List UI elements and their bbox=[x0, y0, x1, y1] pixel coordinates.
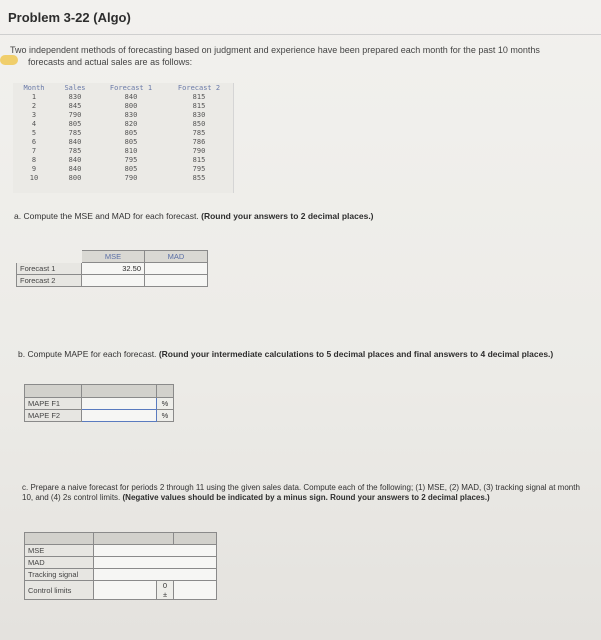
row-label-forecast-1: Forecast 1 bbox=[17, 263, 82, 275]
page-title: Problem 3-22 (Algo) bbox=[8, 10, 131, 25]
tracking-signal-input[interactable] bbox=[94, 569, 217, 581]
sales-cell: 845 bbox=[68, 101, 82, 110]
sales-cell: 790 bbox=[68, 110, 82, 119]
table-row bbox=[13, 164, 231, 173]
naive-mse-input[interactable] bbox=[94, 545, 217, 557]
forecast-1-cell: 800 bbox=[124, 101, 138, 110]
part-c-table bbox=[24, 532, 217, 600]
month-cell: 1 bbox=[31, 92, 37, 101]
month-cell: 5 bbox=[31, 128, 37, 137]
percent-symbol: % bbox=[157, 398, 174, 410]
table-row bbox=[13, 119, 231, 128]
sales-cell: 840 bbox=[68, 137, 82, 146]
table-row bbox=[13, 146, 231, 155]
forecast-1-cell: 805 bbox=[124, 128, 138, 137]
sales-cell: 800 bbox=[68, 173, 82, 182]
forecast-2-mse-input[interactable] bbox=[82, 275, 145, 287]
sales-cell: 805 bbox=[68, 119, 82, 128]
percent-symbol: % bbox=[157, 410, 174, 422]
header-mad: MAD bbox=[145, 251, 208, 263]
row-label-mad: MAD bbox=[25, 557, 94, 569]
forecast-2-cell: 786 bbox=[192, 137, 206, 146]
forecast-1-cell: 805 bbox=[124, 137, 138, 146]
forecast-2-cell: 795 bbox=[192, 164, 206, 173]
forecast-1-cell: 805 bbox=[124, 164, 138, 173]
forecast-2-cell: 830 bbox=[192, 110, 206, 119]
forecast-1-cell: 795 bbox=[124, 155, 138, 164]
intro-line-2: forecasts and actual sales are as follows: bbox=[28, 57, 193, 67]
month-cell: 3 bbox=[31, 110, 37, 119]
forecast-1-mse-input[interactable]: 32.50 bbox=[82, 263, 145, 275]
row-label-mse: MSE bbox=[25, 545, 94, 557]
forecast-1-cell: 810 bbox=[124, 146, 138, 155]
naive-mad-input[interactable] bbox=[94, 557, 217, 569]
month-cell: 4 bbox=[31, 119, 37, 128]
col-month: Month bbox=[23, 83, 45, 92]
part-b-prompt: b. Compute MAPE for each forecast. (Round your intermediate calculations to 5 decimal places and final answers to 4 decimal places.) bbox=[18, 349, 554, 359]
table-row bbox=[13, 110, 231, 119]
control-limits-input-1[interactable] bbox=[94, 581, 157, 600]
forecast-2-cell: 790 bbox=[192, 146, 206, 155]
forecast-2-cell: 855 bbox=[192, 173, 206, 182]
forecast-1-cell: 830 bbox=[124, 110, 138, 119]
sales-cell: 785 bbox=[68, 128, 82, 137]
sales-data-table bbox=[13, 83, 234, 193]
row-label-control-limits: Control limits bbox=[25, 581, 94, 600]
mape-f1-input[interactable] bbox=[82, 398, 157, 410]
mape-f2-input[interactable] bbox=[82, 410, 157, 422]
month-cell: 10 bbox=[29, 173, 39, 182]
forecast-1-cell: 790 bbox=[124, 173, 138, 182]
row-label-tracking-signal: Tracking signal bbox=[25, 569, 94, 581]
table-row bbox=[13, 101, 231, 110]
forecast-2-cell: 815 bbox=[192, 101, 206, 110]
month-cell: 9 bbox=[31, 164, 37, 173]
sales-cell: 785 bbox=[68, 146, 82, 155]
forecast-1-mad-input[interactable] bbox=[145, 263, 208, 275]
part-c-prompt: c. Prepare a naive forecast for periods 2 through 11 using the given sales data. Compute each of the following; (1) MSE, (2) MAD, (3) tracking signal at month 10, and (4) 2s control limits. (Negative values should be indicated by a minus sign. Round your answers to 2 decimal places.) bbox=[22, 483, 580, 502]
month-cell: 8 bbox=[31, 155, 37, 164]
month-cell: 6 bbox=[31, 137, 37, 146]
forecast-2-mad-input[interactable] bbox=[145, 275, 208, 287]
part-a-table bbox=[16, 250, 208, 287]
month-cell: 7 bbox=[31, 146, 37, 155]
divider bbox=[0, 34, 601, 35]
part-a-prompt: a. Compute the MSE and MAD for each forecast. (Round your answers to 2 decimal places.) bbox=[14, 211, 374, 221]
forecast-2-cell: 815 bbox=[192, 92, 206, 101]
control-limits-input-2[interactable] bbox=[174, 581, 217, 600]
col-forecast-2: Forecast 2 bbox=[177, 83, 221, 92]
month-cell: 2 bbox=[31, 101, 37, 110]
part-b-table bbox=[24, 384, 174, 422]
col-forecast-1: Forecast 1 bbox=[109, 83, 153, 92]
table-row bbox=[13, 137, 231, 146]
table-row bbox=[13, 173, 231, 182]
table-row bbox=[13, 128, 231, 137]
table-row bbox=[13, 155, 231, 164]
row-label-mape-f1: MAPE F1 bbox=[25, 398, 82, 410]
forecast-1-cell: 820 bbox=[124, 119, 138, 128]
forecast-2-cell: 785 bbox=[192, 128, 206, 137]
row-label-mape-f2: MAPE F2 bbox=[25, 410, 82, 422]
forecast-2-cell: 850 bbox=[192, 119, 206, 128]
sales-cell: 830 bbox=[68, 92, 82, 101]
table-row bbox=[13, 92, 231, 101]
forecast-2-cell: 815 bbox=[192, 155, 206, 164]
plus-minus-label: 0 ± bbox=[157, 581, 174, 600]
col-sales: Sales bbox=[64, 83, 86, 92]
forecast-1-cell: 840 bbox=[124, 92, 138, 101]
sales-cell: 840 bbox=[68, 164, 82, 173]
header-mse: MSE bbox=[82, 251, 145, 263]
row-label-forecast-2: Forecast 2 bbox=[17, 275, 82, 287]
sales-cell: 840 bbox=[68, 155, 82, 164]
problem-intro bbox=[10, 44, 600, 68]
intro-line-1: Two independent methods of forecasting based on judgment and experience have been prepared each month for the past 10 months bbox=[10, 45, 540, 55]
